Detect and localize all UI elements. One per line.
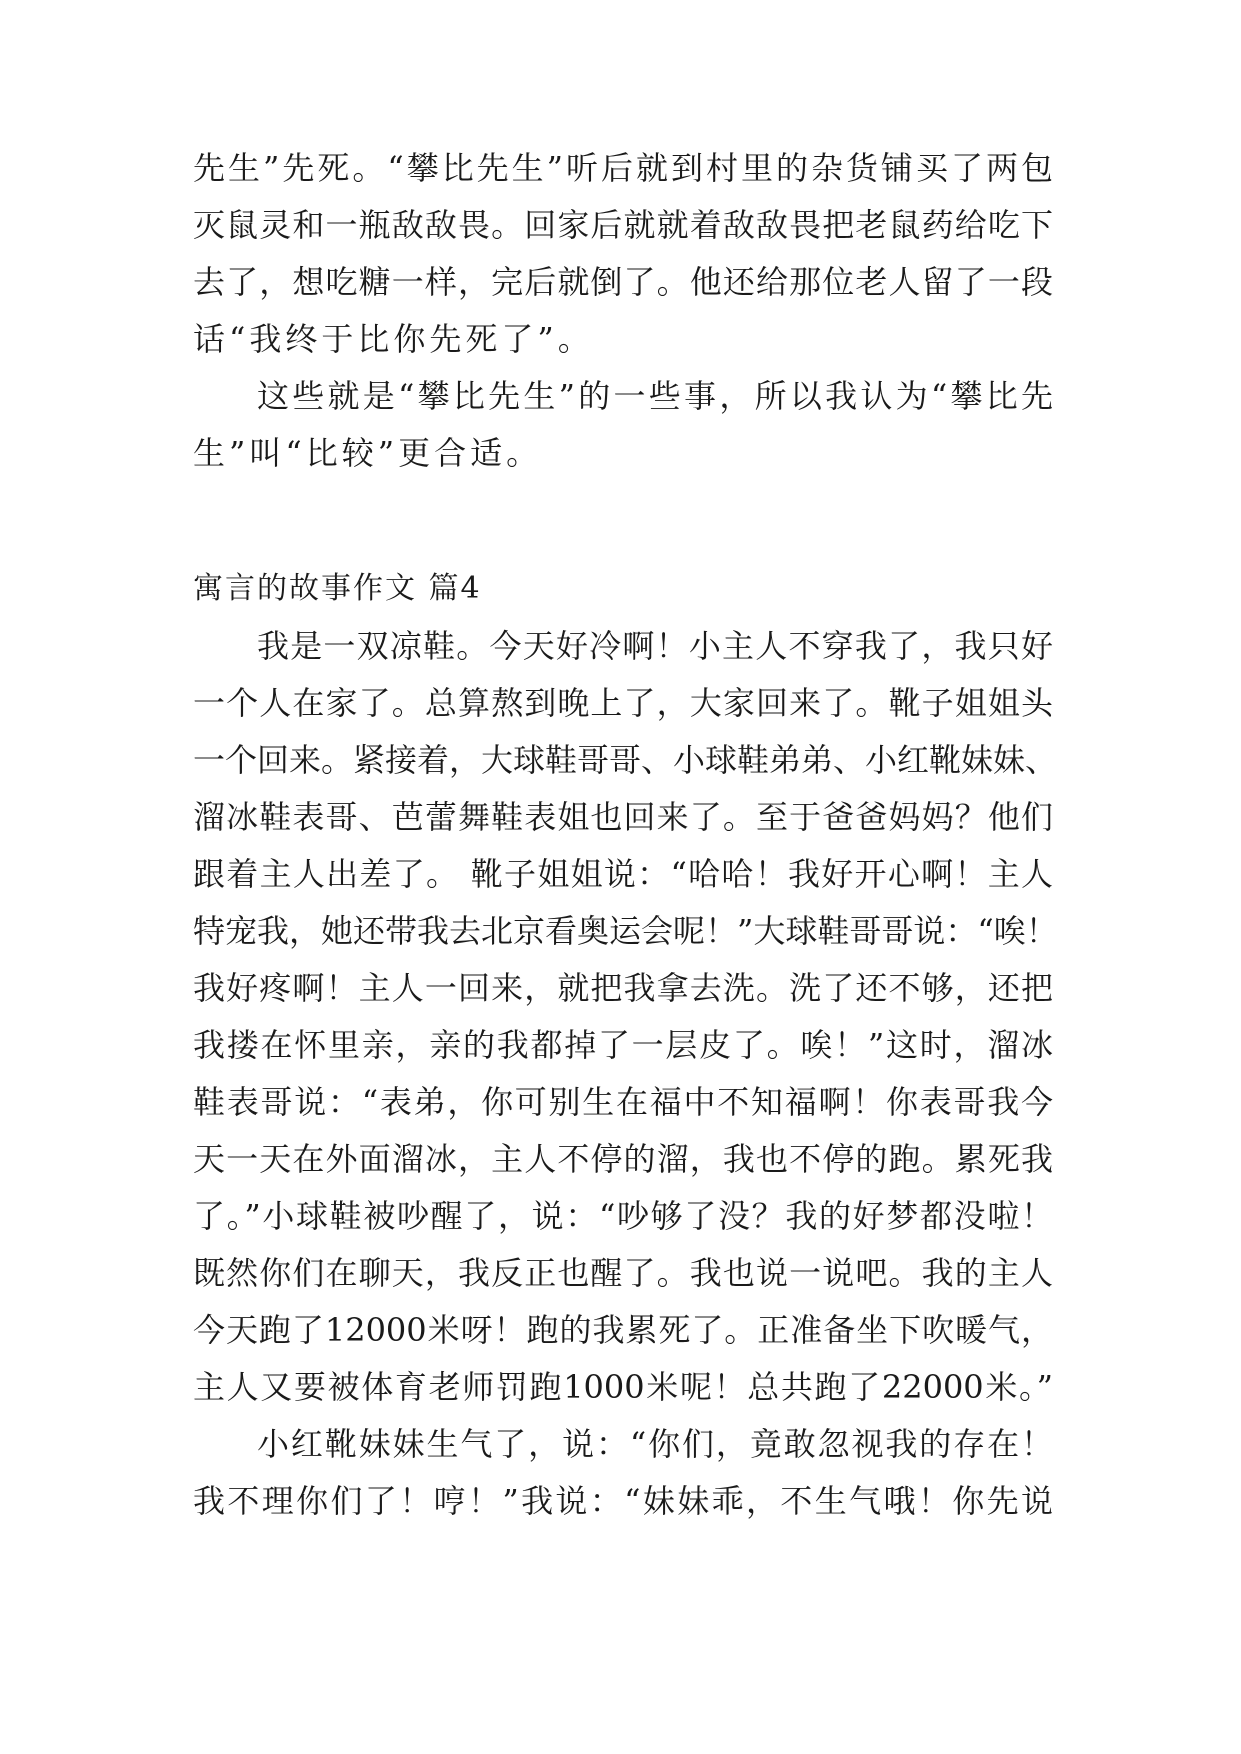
- text-line: 生”叫“比较”更合适。: [193, 434, 543, 472]
- text-line: 这些就是“攀比先生”的一些事，所以我认为“攀比先: [257, 377, 1053, 415]
- text-line: 了。”小球鞋被吵醒了，说：“吵够了没？我的好梦都没啦！: [193, 1197, 1053, 1235]
- text-line: 跟着主人出差了。 靴子姐姐说：“哈哈！我好开心啊！主人: [193, 855, 1053, 893]
- text-line: 一个回来。紧接着，大球鞋哥哥、小球鞋弟弟、小红靴妹妹、: [193, 741, 1058, 779]
- text-line: 鞋表哥说：“表弟，你可别生在福中不知福啊！你表哥我今: [193, 1083, 1053, 1121]
- text-line: 溜冰鞋表哥、芭蕾舞鞋表姐也回来了。至于爸爸妈妈？他们: [193, 798, 1053, 836]
- text-line: 今天跑了12000米呀！跑的我累死了。正准备坐下吹暖气，: [193, 1311, 1053, 1349]
- text-line: 既然你们在聊天，我反正也醒了。我也说一说吧。我的主人: [193, 1254, 1053, 1292]
- text-line: 我好疼啊！主人一回来，就把我拿去洗。洗了还不够，还把: [193, 969, 1053, 1007]
- text-line: 主人又要被体育老师罚跑1000米呢！总共跑了22000米。”: [193, 1368, 1053, 1406]
- text-line: 一个人在家了。总算熬到晚上了，大家回来了。靴子姐姐头: [193, 684, 1053, 722]
- text-line: 特宠我，她还带我去北京看奥运会呢！”大球鞋哥哥说：“唉！: [193, 912, 1058, 950]
- text-line: 去了，想吃糖一样，完后就倒了。他还给那位老人留了一段: [193, 263, 1053, 301]
- text-line: 我不理你们了！哼！”我说：“妹妹乖，不生气哦！你先说: [193, 1482, 1053, 1520]
- text-line: 我是一双凉鞋。今天好冷啊！小主人不穿我了，我只好: [257, 627, 1053, 665]
- text-line: 话“我终于比你先死了”。: [193, 320, 594, 358]
- text-line: 先生”先死。“攀比先生”听后就到村里的杂货铺买了两包: [193, 149, 1053, 187]
- section-heading: 寓言的故事作文 篇4: [193, 571, 482, 606]
- text-line: 我搂在怀里亲，亲的我都掉了一层皮了。唉！”这时，溜冰: [193, 1026, 1053, 1064]
- text-line: 灭鼠灵和一瓶敌敌畏。回家后就就着敌敌畏把老鼠药给吃下: [193, 206, 1053, 244]
- text-line: 小红靴妹妹生气了，说：“你们，竟敢忽视我的存在！: [257, 1425, 1053, 1463]
- text-line: 天一天在外面溜冰，主人不停的溜，我也不停的跑。累死我: [193, 1140, 1053, 1178]
